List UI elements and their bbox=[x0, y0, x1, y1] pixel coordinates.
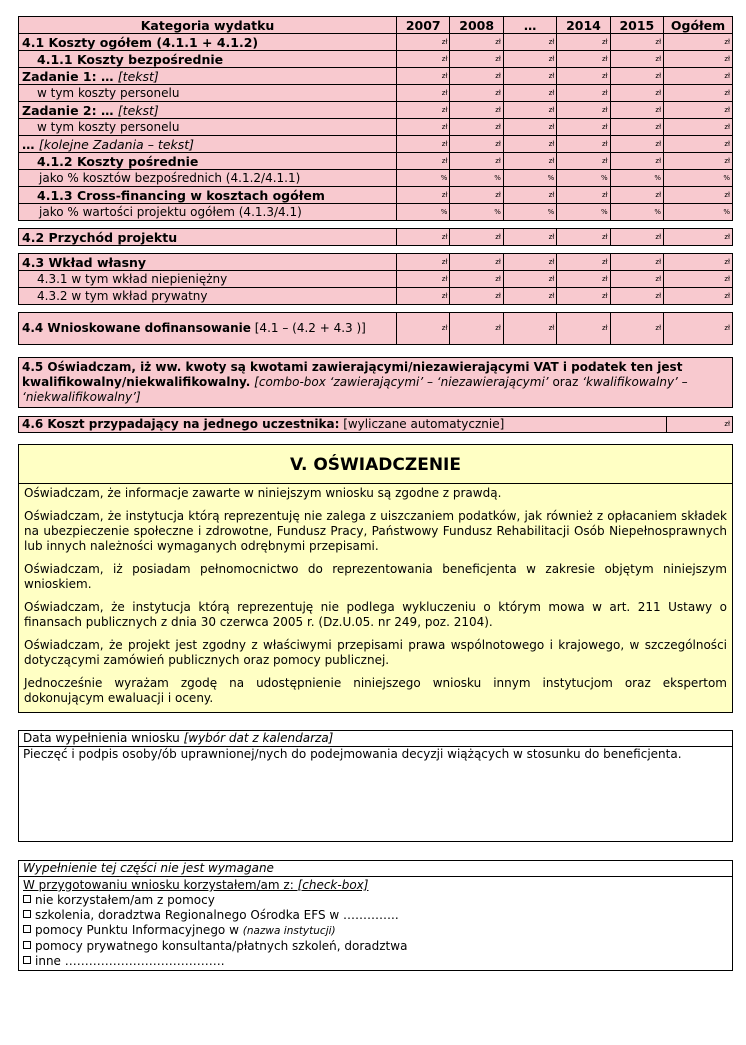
amount-cell[interactable]: zł bbox=[503, 313, 556, 345]
percent-cell[interactable]: % bbox=[450, 170, 503, 187]
checkbox-icon[interactable] bbox=[23, 910, 31, 918]
amount-cell[interactable]: zł bbox=[664, 187, 733, 204]
institution-name-hint[interactable]: (nazwa instytucji) bbox=[242, 925, 336, 937]
amount-cell[interactable]: zł bbox=[557, 119, 610, 136]
declaration-section bbox=[18, 444, 733, 713]
row-private bbox=[19, 288, 733, 305]
header-2015: 2015 bbox=[610, 17, 663, 34]
percent-cell[interactable]: % bbox=[610, 170, 663, 187]
amount-cell[interactable]: zł bbox=[664, 85, 733, 102]
declaration-title: V. OŚWIADCZENIE bbox=[19, 445, 732, 484]
cost-per-participant-label bbox=[22, 417, 504, 432]
amount-cell[interactable]: zł bbox=[450, 313, 503, 345]
percent-cell[interactable]: % bbox=[450, 204, 503, 221]
amount-cell[interactable]: zł bbox=[610, 187, 663, 204]
row-label: 4.1.1 Koszty bezpośrednie bbox=[19, 51, 397, 68]
task-label: Zadanie 2: … bbox=[22, 102, 118, 118]
row-indirect-costs bbox=[19, 153, 733, 170]
amount-cell[interactable]: zł bbox=[610, 34, 663, 51]
header-total: Ogółem bbox=[664, 17, 733, 34]
amount-cell[interactable]: zł bbox=[664, 313, 733, 345]
spacer bbox=[19, 221, 733, 229]
header-2014: 2014 bbox=[557, 17, 610, 34]
amount-cell[interactable]: zł bbox=[503, 136, 556, 153]
amount-cell[interactable]: zł bbox=[610, 51, 663, 68]
amount-cell[interactable]: zł bbox=[397, 119, 450, 136]
row-total-costs bbox=[19, 34, 733, 51]
task-label: … bbox=[22, 136, 39, 152]
amount-cell[interactable]: zł bbox=[664, 271, 733, 288]
option-label: szkolenia, doradztwa Regionalnego Ośrodka EFS w ………….. bbox=[35, 908, 399, 922]
row-label: 4.2 Przychód projektu bbox=[19, 229, 397, 246]
amount-cell[interactable]: zł bbox=[450, 254, 503, 271]
application-page bbox=[18, 16, 733, 971]
declaration-body bbox=[19, 484, 732, 712]
amount-cell[interactable]: zł bbox=[610, 254, 663, 271]
amount-cell[interactable]: zł bbox=[397, 68, 450, 85]
row-in-kind bbox=[19, 271, 733, 288]
signature-box bbox=[18, 730, 733, 842]
amount-cell[interactable]: zł bbox=[503, 85, 556, 102]
declaration-paragraph: Oświadczam, że instytucja którą reprezentuję nie podlega wykluczeniu o którym mowa w art. 211 Ustawy o finansach publicznych z dnia 30 czerwca 2005 r. (Dz.U.05. nr 249, poz. 2104). bbox=[24, 600, 727, 629]
amount-cell[interactable]: zł bbox=[610, 313, 663, 345]
percent-cell[interactable]: % bbox=[664, 170, 733, 187]
header-category: Kategoria wydatku bbox=[19, 17, 397, 34]
amount-cell[interactable]: zł bbox=[503, 102, 556, 119]
row-more-tasks bbox=[19, 136, 733, 153]
assistance-option[interactable] bbox=[23, 908, 728, 923]
option-label: pomocy prywatnego konsultanta/płatnych szkoleń, doradztwa bbox=[35, 939, 408, 953]
row-task-2 bbox=[19, 102, 733, 119]
percent-cell[interactable]: % bbox=[610, 204, 663, 221]
amount-cell[interactable]: zł bbox=[450, 136, 503, 153]
stamp-label: Pieczęć i podpis osoby/ób uprawnionej/nych do podejmowania decyzji wiążących w stosunku do beneficjenta. bbox=[23, 747, 682, 761]
row-label: 4.3 Wkład własny bbox=[19, 254, 397, 271]
checkbox-icon[interactable] bbox=[23, 925, 31, 933]
stamp-signature-area[interactable] bbox=[19, 747, 732, 841]
amount-cell[interactable]: zł bbox=[557, 68, 610, 85]
amount-cell[interactable]: zł bbox=[397, 271, 450, 288]
amount-cell[interactable]: zł bbox=[557, 153, 610, 170]
amount-cell[interactable]: zł bbox=[450, 68, 503, 85]
eligibility-combo-hint[interactable]: ‘kwalifikowalny’ – ‘niekwalifikowalny’] bbox=[22, 375, 688, 404]
row-label: 4.1.2 Koszty pośrednie bbox=[19, 153, 397, 170]
row-label bbox=[19, 313, 397, 345]
amount-cell[interactable]: zł bbox=[450, 51, 503, 68]
row-label: w tym koszty personelu bbox=[19, 119, 397, 136]
task-hint[interactable]: [tekst] bbox=[117, 68, 159, 84]
amount-cell[interactable]: zł bbox=[610, 271, 663, 288]
amount-cell[interactable]: zł bbox=[557, 51, 610, 68]
percent-cell[interactable]: % bbox=[503, 204, 556, 221]
row-label: jako % kosztów bezpośrednich (4.1.2/4.1.1) bbox=[19, 170, 397, 187]
amount-cell[interactable]: zł bbox=[610, 68, 663, 85]
funding-label: 4.4 Wnioskowane dofinansowanie bbox=[22, 321, 251, 335]
amount-cell[interactable]: zł bbox=[503, 51, 556, 68]
cost-label-bold: 4.6 Koszt przypadający na jednego uczestnika: bbox=[22, 417, 340, 431]
amount-cell[interactable]: zł bbox=[664, 136, 733, 153]
cost-per-participant-value: zł bbox=[666, 417, 732, 432]
assistance-options bbox=[19, 877, 732, 970]
amount-cell[interactable]: zł bbox=[610, 119, 663, 136]
assistance-option[interactable] bbox=[23, 893, 728, 908]
amount-cell[interactable]: zł bbox=[557, 288, 610, 305]
amount-cell[interactable]: zł bbox=[503, 288, 556, 305]
amount-cell[interactable]: zł bbox=[557, 85, 610, 102]
percent-cell[interactable]: % bbox=[503, 170, 556, 187]
row-label bbox=[19, 102, 397, 119]
amount-cell[interactable]: zł bbox=[397, 51, 450, 68]
option-label: nie korzystałem/am z pomocy bbox=[35, 893, 215, 907]
assistance-question bbox=[23, 878, 728, 893]
row-label bbox=[19, 68, 397, 85]
amount-cell[interactable]: zł bbox=[503, 34, 556, 51]
percent-cell[interactable]: % bbox=[397, 204, 450, 221]
amount-cell[interactable]: zł bbox=[610, 85, 663, 102]
amount-cell[interactable]: zł bbox=[610, 102, 663, 119]
row-label: 4.1.3 Cross-financing w kosztach ogółem bbox=[19, 187, 397, 204]
amount-cell[interactable]: zł bbox=[503, 119, 556, 136]
row-project-income bbox=[19, 229, 733, 246]
row-direct-costs bbox=[19, 51, 733, 68]
amount-cell[interactable]: zł bbox=[664, 102, 733, 119]
amount-cell[interactable]: zł bbox=[503, 153, 556, 170]
amount-cell[interactable]: zł bbox=[503, 187, 556, 204]
row-requested-funding bbox=[19, 313, 733, 345]
amount-cell[interactable]: zł bbox=[397, 85, 450, 102]
amount-cell[interactable]: zł bbox=[557, 187, 610, 204]
row-label: 4.3.1 w tym wkład niepieniężny bbox=[19, 271, 397, 288]
row-task-1 bbox=[19, 68, 733, 85]
amount-cell[interactable]: zł bbox=[503, 68, 556, 85]
spacer bbox=[19, 246, 733, 254]
amount-cell[interactable]: zł bbox=[450, 34, 503, 51]
row-label: jako % wartości projektu ogółem (4.1.3/4.1) bbox=[19, 204, 397, 221]
amount-cell[interactable]: zł bbox=[557, 136, 610, 153]
percent-cell[interactable]: % bbox=[557, 170, 610, 187]
assistance-question-text: W przygotowaniu wniosku korzystałem/am z: bbox=[23, 878, 298, 892]
amount-cell[interactable]: zł bbox=[397, 187, 450, 204]
amount-cell[interactable]: zł bbox=[610, 153, 663, 170]
amount-cell[interactable]: zł bbox=[450, 229, 503, 246]
amount-cell[interactable]: zł bbox=[610, 136, 663, 153]
amount-cell[interactable]: zł bbox=[397, 254, 450, 271]
row-label: 4.3.2 w tym wkład prywatny bbox=[19, 288, 397, 305]
option-label: inne …………………………………. bbox=[35, 954, 225, 968]
vat-and: oraz bbox=[548, 375, 583, 389]
amount-cell[interactable]: zł bbox=[610, 288, 663, 305]
auto-calc-hint: [wyliczane automatycznie] bbox=[339, 417, 505, 431]
row-task-2-personnel bbox=[19, 119, 733, 136]
amount-cell[interactable]: zł bbox=[664, 288, 733, 305]
amount-cell[interactable]: zł bbox=[557, 313, 610, 345]
assistance-option[interactable] bbox=[23, 923, 728, 939]
assistance-box bbox=[18, 860, 733, 971]
cost-per-participant-box bbox=[18, 416, 733, 433]
checkbox-icon[interactable] bbox=[23, 941, 31, 949]
amount-cell[interactable]: zł bbox=[557, 271, 610, 288]
row-cross-financing-percent bbox=[19, 204, 733, 221]
date-row[interactable] bbox=[19, 731, 732, 747]
amount-cell[interactable]: zł bbox=[503, 254, 556, 271]
amount-cell[interactable]: zł bbox=[610, 229, 663, 246]
amount-cell[interactable]: zł bbox=[450, 119, 503, 136]
optional-note-row bbox=[19, 861, 732, 877]
amount-cell[interactable]: zł bbox=[557, 34, 610, 51]
date-picker-hint[interactable]: [wybór dat z kalendarza] bbox=[183, 731, 334, 745]
spacer bbox=[19, 305, 733, 313]
row-label: 4.1 Koszty ogółem (4.1.1 + 4.1.2) bbox=[19, 34, 397, 51]
amount-cell[interactable]: zł bbox=[397, 313, 450, 345]
checkbox-icon[interactable] bbox=[23, 956, 31, 964]
assistance-option[interactable] bbox=[23, 954, 728, 969]
amount-cell[interactable]: zł bbox=[503, 271, 556, 288]
spacer bbox=[18, 713, 733, 730]
amount-cell[interactable]: zł bbox=[557, 254, 610, 271]
declaration-paragraph: Oświadczam, iż posiadam pełnomocnictwo do reprezentowania beneficjenta w zakresie objętym niniejszym wnioskiem. bbox=[24, 562, 727, 591]
date-label: Data wypełnienia wniosku bbox=[23, 731, 184, 745]
amount-cell[interactable]: zł bbox=[557, 102, 610, 119]
checkbox-hint: [check-box] bbox=[297, 878, 369, 892]
amount-cell[interactable]: zł bbox=[664, 34, 733, 51]
amount-cell[interactable]: zł bbox=[664, 254, 733, 271]
task-label: Zadanie 1: … bbox=[22, 68, 118, 84]
amount-cell[interactable]: zł bbox=[397, 136, 450, 153]
amount-cell[interactable]: zł bbox=[450, 271, 503, 288]
funding-formula: [4.1 – (4.2 + 4.3 )] bbox=[250, 321, 366, 335]
row-cross-financing bbox=[19, 187, 733, 204]
spacer bbox=[18, 842, 733, 860]
row-task-1-personnel bbox=[19, 85, 733, 102]
amount-cell[interactable]: zł bbox=[397, 153, 450, 170]
declaration-paragraph: Oświadczam, że informacje zawarte w niniejszym wniosku są zgodne z prawdą. bbox=[24, 486, 502, 500]
vat-statement: 4.5 Oświadczam, iż ww. kwoty są kwotami zawierającymi/niezawierającymi VAT i podatek ten jest kwalifikowalny/niekwalifikowalny. bbox=[22, 360, 683, 389]
amount-cell[interactable]: zł bbox=[397, 229, 450, 246]
checkbox-icon[interactable] bbox=[23, 895, 31, 903]
row-label bbox=[19, 136, 397, 153]
amount-cell[interactable]: zł bbox=[450, 187, 503, 204]
amount-cell[interactable]: zł bbox=[450, 153, 503, 170]
spacer bbox=[18, 408, 733, 416]
spacer bbox=[18, 433, 733, 444]
amount-cell[interactable]: zł bbox=[450, 85, 503, 102]
percent-cell[interactable]: % bbox=[397, 170, 450, 187]
amount-cell[interactable]: zł bbox=[664, 153, 733, 170]
amount-cell[interactable]: zł bbox=[397, 288, 450, 305]
row-indirect-percent bbox=[19, 170, 733, 187]
amount-cell[interactable]: zł bbox=[503, 229, 556, 246]
vat-statement-box bbox=[18, 357, 733, 408]
header-ellipsis: … bbox=[503, 17, 556, 34]
row-label: w tym koszty personelu bbox=[19, 85, 397, 102]
budget-header-row bbox=[19, 17, 733, 34]
amount-cell[interactable]: zł bbox=[664, 51, 733, 68]
optional-note: Wypełnienie tej części nie jest wymagane bbox=[23, 861, 274, 875]
percent-cell[interactable]: % bbox=[557, 204, 610, 221]
declaration-paragraph: Oświadczam, że projekt jest zgodny z właściwymi przepisami prawa wspólnotowego i krajowego, w szczególności dotyczącymi zamówień publicznych oraz pomocy publicznej. bbox=[24, 638, 727, 667]
task-hint[interactable]: [tekst] bbox=[117, 102, 159, 118]
header-2007: 2007 bbox=[397, 17, 450, 34]
row-own-contribution bbox=[19, 254, 733, 271]
amount-cell[interactable]: zł bbox=[664, 68, 733, 85]
amount-cell[interactable]: zł bbox=[664, 229, 733, 246]
amount-cell[interactable]: zł bbox=[450, 288, 503, 305]
amount-cell[interactable]: zł bbox=[397, 34, 450, 51]
option-label: pomocy Punktu Informacyjnego w bbox=[35, 923, 243, 937]
percent-cell[interactable]: % bbox=[664, 204, 733, 221]
task-hint[interactable]: [kolejne Zadania – tekst] bbox=[38, 136, 195, 152]
spacer bbox=[18, 345, 733, 357]
budget-table bbox=[18, 16, 733, 345]
amount-cell[interactable]: zł bbox=[664, 119, 733, 136]
amount-cell[interactable]: zł bbox=[397, 102, 450, 119]
amount-cell[interactable]: zł bbox=[450, 102, 503, 119]
header-2008: 2008 bbox=[450, 17, 503, 34]
declaration-paragraph: Jednocześnie wyrażam zgodę na udostępnienie niniejszego wniosku innym instytucjom oraz ekspertom dokonującym ewaluacji i oceny. bbox=[24, 676, 727, 705]
assistance-option[interactable] bbox=[23, 939, 728, 954]
vat-combo-hint[interactable]: [combo-box ‘zawierającymi’ – ‘niezawierającymi’ bbox=[254, 375, 549, 389]
amount-cell[interactable]: zł bbox=[557, 229, 610, 246]
declaration-paragraph: Oświadczam, że instytucja którą reprezentuję nie zalega z uiszczaniem podatków, jak również z opłacaniem składek na ubezpieczenie społeczne i zdrowotne, Fundusz Pracy, Państwowy Fundusz Rehabilitacji Osób Niepełnosprawnych lub innych należności wymaganych odrębnymi przepisami. bbox=[24, 509, 727, 553]
